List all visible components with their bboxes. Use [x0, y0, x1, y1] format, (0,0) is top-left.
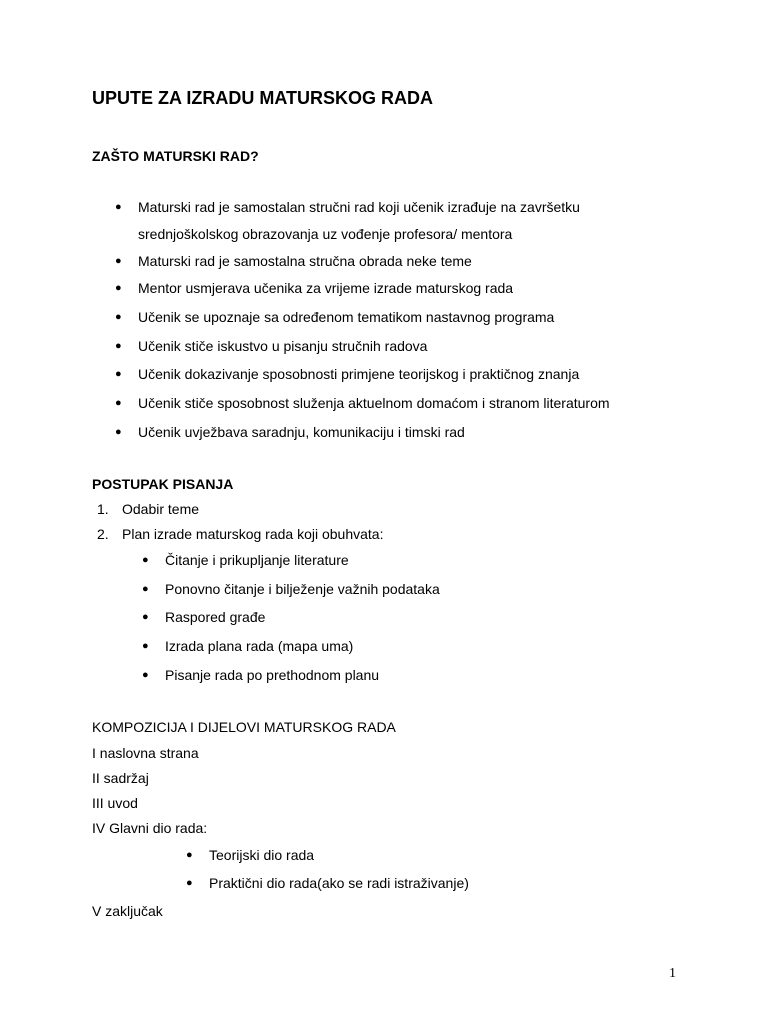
bullet-icon: ● — [115, 255, 122, 267]
list-item: Učenik stiče sposobnost služenja aktuelnom domaćom i stranom literaturom — [138, 395, 610, 411]
list-item: Maturski rad je samostalan stručni rad koji učenik izrađuje na završetku — [138, 199, 580, 215]
page-number: 1 — [669, 966, 676, 981]
bullet-icon: ● — [142, 669, 149, 681]
list-item: Praktični dio rada(ako se radi istraživanje) — [209, 875, 469, 891]
list-item: Učenik dokazivanje sposobnosti primjene teorijskog i praktičnog znanja — [138, 366, 580, 382]
part-item: V zaključak — [92, 903, 163, 919]
list-item: Teorijski dio rada — [209, 847, 315, 863]
section-heading-writing: POSTUPAK PISANJA — [92, 476, 234, 492]
list-item: Čitanje i prikupljanje literature — [165, 552, 349, 568]
bullet-icon: ● — [186, 877, 193, 889]
list-item: Plan izrade maturskog rada koji obuhvata: — [122, 526, 384, 542]
list-item: Izrada plana rada (mapa uma) — [165, 638, 354, 654]
bullet-icon: ● — [115, 426, 122, 438]
part-item: II sadržaj — [92, 770, 149, 786]
list-item: Raspored građe — [165, 609, 266, 625]
list-item-continuation: srednjoškolskog obrazovanja uz vođenje profesora/ mentora — [138, 226, 513, 242]
section-heading-why: ZAŠTO MATURSKI RAD? — [92, 148, 259, 164]
bullet-icon: ● — [142, 611, 149, 623]
part-item: III uvod — [92, 795, 138, 811]
bullet-icon: ● — [186, 849, 193, 861]
part-item: I naslovna strana — [92, 745, 199, 761]
list-item: Učenik uvježbava saradnju, komunikaciju i timski rad — [138, 424, 465, 440]
bullet-icon: ● — [115, 201, 122, 213]
list-item: Ponovno čitanje i bilježenje važnih podataka — [165, 581, 440, 597]
bullet-icon: ● — [142, 554, 149, 566]
bullet-icon: ● — [115, 397, 122, 409]
list-item: Maturski rad je samostalna stručna obrada neke teme — [138, 253, 472, 269]
bullet-icon: ● — [115, 340, 122, 352]
list-item: Pisanje rada po prethodnom planu — [165, 667, 380, 683]
document-title: UPUTE ZA IZRADU MATURSKOG RADA — [92, 88, 433, 108]
list-item: Učenik stiče iskustvo u pisanju stručnih radova — [138, 338, 428, 354]
bullet-icon: ● — [142, 640, 149, 652]
bullet-icon: ● — [115, 282, 122, 294]
part-item: IV Glavni dio rada: — [92, 820, 208, 836]
list-item: Mentor usmjerava učenika za vrijeme izrade maturskog rada — [138, 280, 514, 296]
list-number: 1. — [97, 501, 109, 517]
list-item: Učenik se upoznaje sa određenom tematikom nastavnog programa — [138, 309, 555, 325]
section-heading-composition: KOMPOZICIJA I DIJELOVI MATURSKOG RADA — [92, 719, 396, 735]
bullet-icon: ● — [115, 311, 122, 323]
bullet-icon: ● — [115, 368, 122, 380]
list-item: Odabir teme — [122, 501, 200, 517]
bullet-icon: ● — [142, 583, 149, 595]
list-number: 2. — [97, 526, 109, 542]
